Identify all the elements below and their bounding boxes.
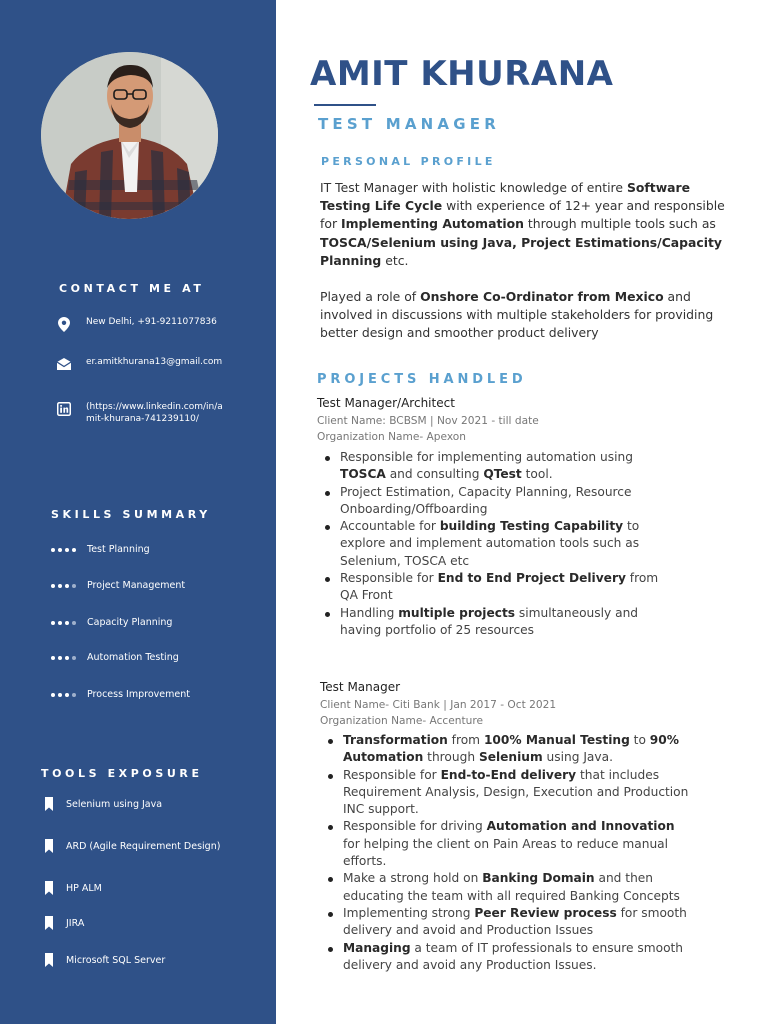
tool-item bbox=[44, 916, 84, 930]
bold-text: Software Testing Life Cycle bbox=[320, 180, 691, 214]
text-run: a team of IT professionals to ensure smooth delivery and avoid any Production Issues. bbox=[343, 940, 684, 972]
bold-text: building Testing Capability bbox=[439, 519, 624, 534]
skills-heading: SKILLS SUMMARY bbox=[51, 508, 211, 521]
tool-item bbox=[44, 953, 165, 967]
text-run: tool. bbox=[521, 467, 553, 482]
tool-label: HP ALM bbox=[66, 882, 102, 894]
text-run: simultaneously and having portfolio of 25 resources bbox=[340, 605, 639, 637]
project-title: Test Manager bbox=[320, 680, 401, 694]
project-client: Client Name- Citi Bank | Jan 2017 - Oct 2021 bbox=[320, 699, 557, 711]
text-run: from bbox=[447, 733, 484, 747]
bold-text: TOSCA bbox=[340, 467, 386, 482]
bookmark-icon bbox=[44, 916, 54, 930]
tool-item bbox=[44, 797, 162, 811]
text-run: for helping the client on Pain Areas to reduce manual efforts. bbox=[343, 836, 669, 869]
bookmark-icon bbox=[44, 839, 54, 853]
text-run: through bbox=[423, 750, 479, 765]
text-run: that includes Requirement Analysis, Design, Execution and Production INC support. bbox=[343, 767, 689, 817]
linkedin-url-line-2: mit-khurana-741239110/ bbox=[86, 414, 199, 424]
tool-item bbox=[44, 839, 220, 853]
profile-paragraph-1 bbox=[320, 179, 730, 270]
text-run: Responsible for bbox=[340, 571, 438, 586]
text-run: Responsible for implementing automation using bbox=[340, 450, 633, 464]
bullet-item bbox=[320, 870, 690, 905]
skill-label: Project Management bbox=[87, 580, 186, 591]
text-run: Handling bbox=[340, 605, 399, 620]
bullet-item bbox=[317, 518, 677, 570]
text-run: etc. bbox=[381, 252, 409, 268]
bold-text: Selenium bbox=[478, 750, 543, 765]
bullet-item bbox=[317, 605, 677, 640]
tool-label: JIRA bbox=[66, 917, 85, 929]
skill-item bbox=[51, 652, 179, 663]
candidate-name: AMIT KHURANA bbox=[310, 54, 614, 94]
skill-rating bbox=[51, 621, 79, 625]
bold-text: End-to-End delivery bbox=[440, 767, 577, 782]
bold-text: Peer Review process bbox=[474, 905, 617, 920]
tools-heading: TOOLS EXPOSURE bbox=[41, 767, 203, 780]
skill-rating bbox=[51, 693, 79, 697]
bold-text: End to End Project Delivery bbox=[437, 571, 626, 586]
text-run: Responsible for driving bbox=[343, 819, 487, 834]
text-run: Played a role of bbox=[320, 289, 421, 304]
project-meta bbox=[317, 413, 539, 445]
text-run: using Java. bbox=[542, 750, 613, 765]
bookmark-icon bbox=[44, 953, 54, 967]
name-divider bbox=[314, 104, 376, 106]
candidate-role: TEST MANAGER bbox=[318, 115, 500, 133]
skill-item bbox=[51, 617, 172, 628]
contact-linkedin[interactable] bbox=[56, 401, 223, 425]
contact-location bbox=[56, 316, 217, 332]
text-run: Project Estimation, Capacity Planning, Resource Onboarding/Offboarding bbox=[340, 484, 632, 516]
skill-item bbox=[51, 580, 185, 591]
bookmark-icon bbox=[44, 881, 54, 895]
skill-label: Capacity Planning bbox=[87, 617, 173, 628]
bold-text: 100% Manual Testing bbox=[483, 733, 630, 747]
bold-text: TOSCA/Selenium using Java, Project Estimations/Capacity Planning bbox=[320, 234, 722, 268]
profile-heading: PERSONAL PROFILE bbox=[321, 155, 496, 168]
project-organization: Organization Name- Apexon bbox=[317, 431, 466, 443]
bold-text: Banking Domain bbox=[482, 871, 595, 886]
bullet-item bbox=[320, 940, 690, 975]
project-bullets bbox=[320, 732, 690, 974]
bullet-item bbox=[320, 818, 690, 870]
main-content bbox=[276, 0, 768, 1024]
skill-item bbox=[51, 689, 190, 700]
tool-label: ARD (Agile Requirement Design) bbox=[66, 840, 221, 852]
bullet-item bbox=[320, 905, 690, 940]
skill-rating bbox=[51, 656, 79, 660]
project-bullets bbox=[317, 449, 677, 639]
linkedin-icon bbox=[56, 401, 72, 417]
text-run: with experience of 12+ year and responsible for bbox=[320, 198, 725, 232]
bullet-item bbox=[317, 570, 677, 605]
project-meta bbox=[320, 697, 556, 729]
skill-rating bbox=[51, 584, 79, 588]
contact-email[interactable] bbox=[56, 356, 222, 372]
tool-label: Selenium using Java bbox=[66, 798, 163, 810]
bold-text: Transformation bbox=[343, 733, 448, 747]
bold-text: Onshore Co-Ordinator from Mexico bbox=[420, 289, 664, 304]
text-run: from QA Front bbox=[340, 571, 659, 603]
profile-photo bbox=[41, 52, 218, 219]
bold-text: Implementing Automation bbox=[340, 216, 524, 232]
contact-heading: CONTACT ME AT bbox=[59, 282, 205, 295]
bold-text: Managing bbox=[343, 940, 411, 955]
bullet-item bbox=[317, 484, 677, 519]
skill-label: Test Planning bbox=[87, 544, 150, 555]
bold-text: Automation and Innovation bbox=[486, 819, 675, 834]
envelope-icon bbox=[56, 356, 72, 372]
bullet-item bbox=[320, 732, 690, 767]
skill-rating bbox=[51, 548, 79, 552]
contact-linkedin-text[interactable] bbox=[86, 401, 223, 425]
contact-email-text[interactable]: er.amitkhurana13@gmail.com bbox=[86, 357, 223, 367]
skill-label: Automation Testing bbox=[87, 652, 179, 663]
text-run: to bbox=[629, 733, 650, 747]
text-run: to explore and implement automation tools such as Selenium, TOSCA etc bbox=[340, 519, 640, 568]
project-title: Test Manager/Architect bbox=[317, 396, 455, 410]
text-run: Make a strong hold on bbox=[343, 871, 483, 886]
text-run: and then educating the team with all required Banking Concepts bbox=[343, 871, 680, 903]
project-organization: Organization Name- Accenture bbox=[320, 715, 483, 727]
text-run: through multiple tools such as bbox=[523, 216, 716, 232]
location-pin-icon bbox=[56, 316, 72, 332]
bookmark-icon bbox=[44, 797, 54, 811]
bold-text: QTest bbox=[483, 467, 522, 482]
linkedin-url-line-1: (https://www.linkedin.com/in/a bbox=[86, 402, 223, 412]
bold-text: multiple projects bbox=[398, 605, 516, 620]
skill-label: Process Improvement bbox=[87, 689, 190, 700]
profile-paragraph-2 bbox=[320, 288, 730, 343]
text-run: for smooth delivery and avoid and Production Issues bbox=[343, 905, 687, 938]
projects-heading: PROJECTS HANDLED bbox=[317, 372, 527, 387]
bold-text: 90% Automation bbox=[343, 733, 679, 765]
sidebar bbox=[0, 0, 276, 1024]
tool-item bbox=[44, 881, 102, 895]
tool-label: Microsoft SQL Server bbox=[66, 954, 166, 966]
bullet-item bbox=[317, 449, 677, 484]
text-run: and involved in discussions with multiple stakeholders for providing better design and smoother product delivery bbox=[320, 289, 714, 341]
text-run: IT Test Manager with holistic knowledge of entire bbox=[320, 180, 627, 195]
project-client: Client Name: BCBSM | Nov 2021 - till date bbox=[317, 415, 539, 427]
contact-location-text: New Delhi, +91-9211077836 bbox=[86, 317, 217, 327]
bullet-item bbox=[320, 767, 690, 819]
text-run: Implementing strong bbox=[343, 905, 475, 920]
text-run: and consulting bbox=[385, 467, 484, 482]
skill-item bbox=[51, 544, 150, 555]
text-run: Accountable for bbox=[340, 519, 440, 534]
text-run: Responsible for bbox=[343, 767, 441, 782]
